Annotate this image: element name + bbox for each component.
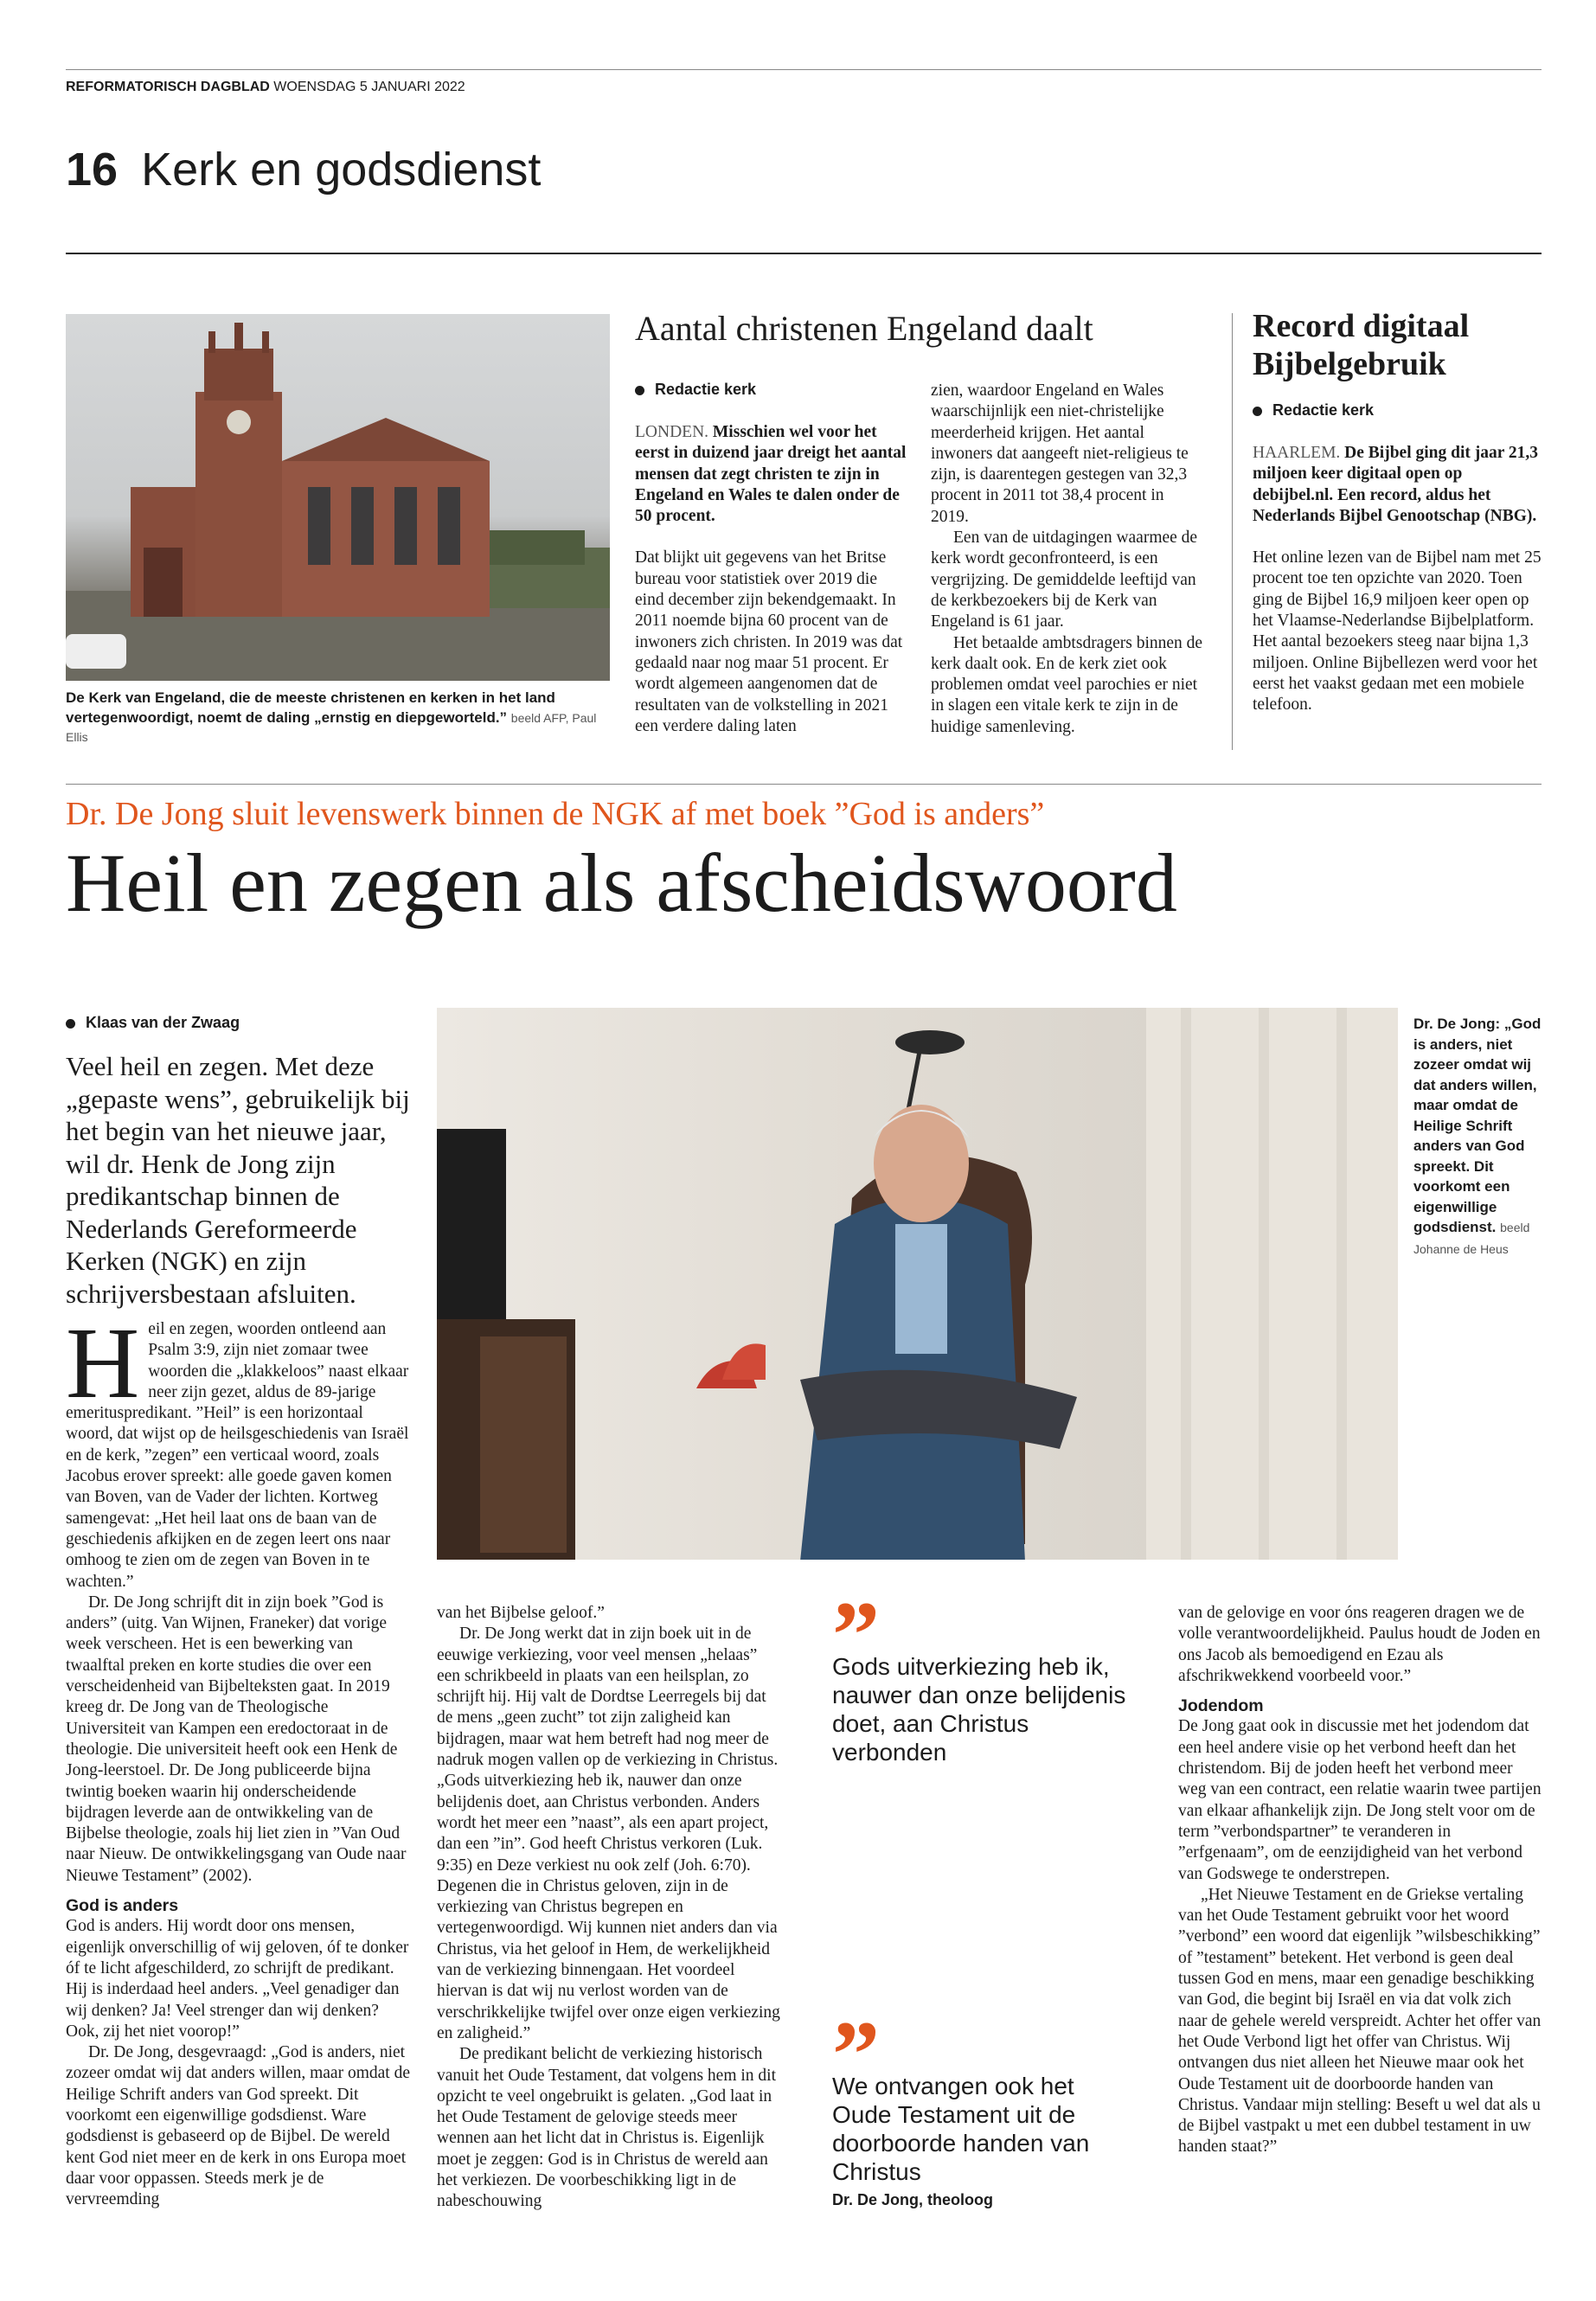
article1-col2: zien, waardoor Engeland en Wales waarschijnlijk een niet-christelijke meerderheid krijgen. Het aantal inwoners dat aangeeft niet-religieus te zijn, is daarentegen gestegen van 32,3 procent in 2011 tot 38,4 procent in 2019. Een van de uitdagingen waarmee de kerk wordt geconfronteerd, is een vergrijzing. De gemiddelde leeftijd van de kerkbezoekers bij de Kerk van Engeland is 61 jaar. Het betaalde ambtsdragers binnen de kerk daalt ook. En de kerk ziet ook problemen omdat veel parochies er niet in slagen een vitale kerk te zijn in de huidige samenleving. <box>931 381 1203 736</box>
section-rule <box>66 253 1542 254</box>
church-illustration <box>66 314 610 681</box>
main-headline: Heil en zegen als afscheidswoord <box>66 836 1177 929</box>
byline-bullet-icon <box>635 386 644 395</box>
church-photo-caption: De Kerk van Engeland, die de meeste christenen en kerken in het land vertegenwoordigt, noemt de daling „ernstig en diepgeworteld.” beeld AFP, Paul Ellis <box>66 689 597 744</box>
issue-date: WOENSDAG 5 JANUARI 2022 <box>273 80 465 94</box>
quote-icon: ” <box>832 1582 880 1688</box>
portrait-illustration <box>437 1008 1398 1560</box>
article2-body: HAARLEM. De Bijbel ging dit jaar 21,3 miljoen keer digitaal open op debijbel.nl. Een record, aldus het Nederlands Bijbel Genootschap (NBG). Het online lezen van de Bijbel nam met 25 procent toe ten opzichte van 2020. Toen ging de Bijbel 16,9 miljoen keer open op het Vlaamse-Nederlandse Bijbelplatform. Het aantal bezoekers steeg naar bijna 1,3 miljoen. Online Bijbellezen werd voor het eerst het vaakst gedaan met een mobiele telefoon. <box>1253 444 1542 715</box>
main-intro: Veel heil en zegen. Met deze „gepaste wens”, gebruikelijk bij het begin van het nieuwe jaar, wil dr. Henk de Jong zijn predikantschap binnen de Nederlands Gereformeerde Kerken (NGK) en zijn schrijversbestaan afsluiten. <box>66 1051 410 1309</box>
page-number: 16 <box>66 144 119 195</box>
portrait-caption: Dr. De Jong: „God is anders, niet zozeer omdat wij dat anders willen, maar omdat de Heilige Schrift anders van God spreekt. Dit voorkomt een eigenwillige godsdienst. beeld Johanne de Heus <box>1413 1016 1542 1256</box>
section-header <box>66 144 541 195</box>
paper-name: REFORMATORISCH DAGBLAD <box>66 80 270 94</box>
pull-quote-1-text: Gods uitverkiezing heb ik, nauwer dan onze belijdenis doet, aan Christus verbonden <box>832 1653 1126 1766</box>
byline-bullet-icon <box>66 1019 75 1029</box>
column-divider <box>1232 313 1233 750</box>
pull-quote-1 <box>832 1582 1126 1766</box>
dropcap: H <box>66 1306 140 1420</box>
pull-quote-2-text: We ontvangen ook het Oude Testament uit de doorboorde handen van Christus <box>832 2073 1090 2185</box>
article1-col1: LONDEN. Misschien wel voor het eerst in duizend jaar dreigt het aantal mensen dat zegt christen te zijn in Engeland en Wales te dalen onder de 50 procent. Dat blijkt uit gegevens van het Britse bureau voor statistiek over 2019 die eind december zijn bekendgemaakt. In 2011 noemde bijna 60 procent van de inwoners zich christen. In 2019 was dat gedaald naar nog maar 51 procent. Er wordt algemeen aangenomen dat de resultaten van de volkstelling in 2021 een verdere daling laten <box>635 423 907 735</box>
church-photo <box>66 314 610 681</box>
article1-title: Aantal christenen Engeland daalt <box>635 309 1093 348</box>
main-col1: Heil en zegen, woorden ontleend aan Psalm 3:9, zijn niet zomaar twee woorden die „klakkeloos” naast elkaar neer zijn gezet, aldus de 89-jarige emerituspredikant. ”Heil” is een horizontaal woord, dat wijst op de heilsgeschiedenis van Israël en de kerk, ”zegen” een verticaal woord, zoals Jacobus erover spreekt: alle goede gaven komen van Boven, van de Vader der lichten. Kortweg samengevat: „Het heil laat ons de baan van de geschiedenis afkijken en de zegen leert ons naar omhoog te zien om de zegen van Boven in te wachten.” Dr. De Jong schrijft dit in zijn boek ”God is anders” (uitg. Van Wijnen, Franeker) dat vorige week verscheen. Het is een bewerking van twaalftal preken en korte studies die over een verscheidenheid van Bijbelteksten gaat. In 2019 kreeg dr. De Jong van de Theologische Universiteit van Kampen een eredoctoraat in de theologie. Die universiteit heeft ook een Henk de Jong-leerstoel. Dr. De Jong publiceerde bijna twintig boeken waarin hij onderscheidende bijdragen leverde aan de ontwikkeling van de Bijbelse theologie, zoals hij liet zien in ”Van Oud naar Nieuw. De ontwikkelingsgang van Oude naar Nieuwe Testament” (2002). God is anders God is anders. Hij wordt door ons mensen, eigenlijk onverschillig of wij geloven, óf te donker óf te licht afgeschilderd, zo schrijft de predikant. Hij is inderdaad heel anders. „Veel genadiger dan wij denken? Ja! Veel strenger dan wij denken? Ook, zij het niet voorop!” Dr. De Jong, desgevraagd: „God is anders, niet zozeer omdat wij dat anders willen, maar omdat de Heilige Schrift anders van God spreekt. Dit voorkomt een eigenwillige godsdienst. Ware godsdienst is gebaseerd op de Bijbel. De wereld kent God niet meer en de kerk in ons Europa moet daar voor oppassen. Steeds merk je de vervreemding <box>66 1319 412 2210</box>
main-col4: van de gelovige en voor óns reageren dragen we de volle verantwoordelijkheid. Paulus houdt de Joden en ons Jacob als bemoedigend en Ezau als afschrikwekkend voorbeeld voor.” Jodendom De Jong gaat ook in discussie met het jodendom dat een heel andere visie op het verbond heeft dan het christendom. Bij de joden heeft het verbond meer weg van een contract, een relatie waarin twee partijen van elkaar afhankelijk zijn. De Jong stelt voor om de term ”verbondspartner” te veranderen in ”erfgenaam”, om de eenzijdigheid van het verbond van Godswege te onderstrepen. „Het Nieuwe Testament en de Griekse vertaling van het Oude Testament gebruikt voor het woord ”verbond” een woord dat eigenlijk ”wilsbeschikking” of ”testament” betekent. Het verbond is geen deal tussen God en mens, maar een genadige beschikking van God, die begint bij Israël en via dat volk zich naar de gehele wereld verspreidt. Achter het offer van het Oude Verbond ligt het offer van Christus. Wij ontvangen dus niet alleen het Nieuwe maar ook het Oude Testament uit de doorboorde handen van Christus. Vandaar mijn stelling: Beseft u wel dat als u de Bijbel vastpakt u met een dubbel testament in uw handen staat?” <box>1178 1604 1542 2157</box>
article1-byline: Redactie kerk <box>635 381 756 399</box>
article2-byline: Redactie kerk <box>1253 401 1374 420</box>
portrait-photo <box>437 1008 1398 1560</box>
main-col2: van het Bijbelse geloof.” Dr. De Jong werkt dat in zijn boek uit in de eeuwige verkiezing, voor veel mensen „helaas” een schrikbeeld in plaats van een heilsplan, zo schrijft hij. Hij valt de Dordtse Leerregels bij dat de mens „geen zucht” tot zijn zaligheid kan bijdragen, maar wat hem betreft had nog meer de nadruk mogen vallen op de verkiezing in Christus. „Gods uitverkiezing heb ik, nauwer dan onze belijdenis doet, aan Christus verbonden. Anders wordt het meer een ”naast”, als een apart project, dan een ”in”. God heeft Christus verkoren (Luk. 9:35) en Deze verkiest nu ook zelf (Joh. 6:70). Degenen die in Christus geloven, zijn in de verkiezing van Christus begrepen en vertegenwoordigd. Wij kunnen niet anders dan via Christus, via het geloof in Hem, de werkelijkheid van de verkiezing binnengaan. Het voordeel hiervan is dat wij nu verlost worden van de verschrikkelijke twijfel over onze eigen verkiezing en zaligheid.” De predikant belicht de verkiezing historisch vanuit het Oude Testament, dat volgens hem in dit opzicht te veel ongebruikt is gelaten. „God laat in het Oude Testament de gelovige steeds meer wennen aan het licht dat in Christus is. Eigenlijk moet je zeggen: God is in Christus de wereld aan het verkiezen. De voorbeschikking ligt in de nabeschouwing <box>437 1604 780 2211</box>
article2-title: Record digitaal Bijbelgebruik <box>1253 308 1470 382</box>
portrait-credit: beeld Johanne de Heus <box>1413 1221 1530 1256</box>
masthead-line <box>66 80 465 95</box>
pull-quote-2 <box>832 2002 1126 2209</box>
story-divider <box>66 784 1542 785</box>
main-kicker: Dr. De Jong sluit levenswerk binnen de NGK af met boek ”God is anders” <box>66 796 1045 832</box>
quote-icon: ” <box>832 2002 880 2107</box>
top-rule <box>66 69 1542 70</box>
pull-quote-2-attribution: Dr. De Jong, theoloog <box>832 2191 994 2208</box>
church-photo-credit: beeld AFP, Paul Ellis <box>66 710 597 744</box>
main-byline: Klaas van der Zwaag <box>66 1014 240 1032</box>
subheading-god-is-anders: God is anders <box>66 1896 179 1916</box>
subheading-jodendom: Jodendom <box>1178 1696 1264 1716</box>
byline-bullet-icon <box>1253 407 1262 416</box>
section-title: Kerk en godsdienst <box>141 144 542 195</box>
